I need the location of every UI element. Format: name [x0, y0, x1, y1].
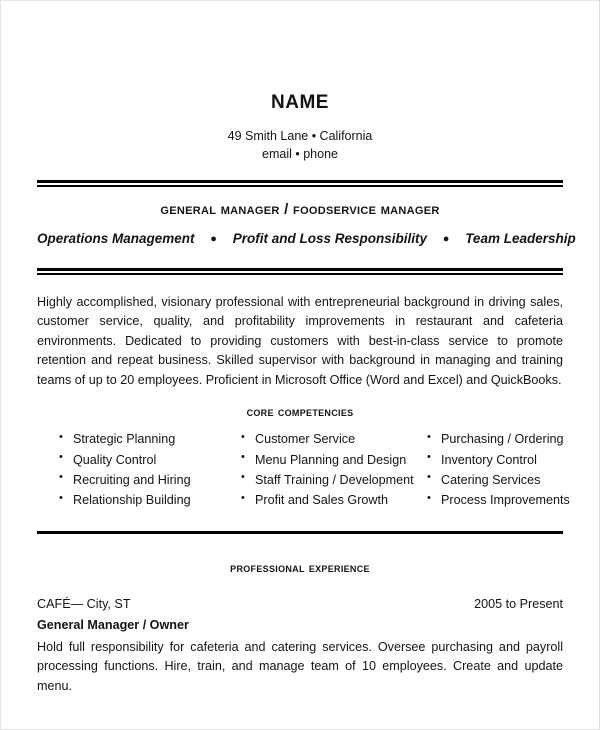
experience-divider-wrap [37, 513, 563, 534]
bullet-separator-icon: ● [210, 233, 217, 246]
competency-column-1 [59, 429, 241, 511]
specialty-3: Team Leadership [465, 230, 576, 246]
list-item: • Catering Services [427, 470, 570, 490]
list-item: • Process Improvements [427, 490, 570, 510]
core-competencies-heading: core competencies [246, 404, 354, 420]
job-position-title: General Manager / Owner [37, 617, 189, 632]
resume-content [1, 1, 599, 696]
specialties-divider [37, 268, 563, 275]
list-item: • Staff Training / Development [241, 470, 427, 490]
list-item: • Customer Service [241, 429, 427, 449]
target-job-title: general manager / foodservice manager [160, 200, 440, 218]
employment-dates: 2005 to Present [474, 596, 563, 611]
specialties-line [37, 218, 576, 252]
bullet-separator-icon: ● [442, 233, 450, 246]
list-item: • Recruiting and Hiring [59, 470, 241, 490]
core-competencies-list [37, 419, 570, 513]
professional-experience-heading: professional experience [230, 559, 370, 575]
list-item: • Quality Control [59, 450, 241, 470]
experience-entry [37, 575, 563, 696]
competency-column-3 [427, 429, 570, 511]
list-item: • Profit and Sales Growth [241, 490, 427, 510]
candidate-name: name [271, 84, 329, 114]
contact-address-line: 49 Smith Lane • California [227, 129, 373, 144]
experience-entry-header [37, 595, 563, 614]
list-item: • Menu Planning and Design [241, 450, 427, 470]
specialty-2: Profit and Loss Responsibility [232, 230, 427, 246]
job-description: Hold full responsibility for cafeteria and catering services. Oversee purchasing and payroll processing functions. Hire, train, and manage team of 10 employees. Create and update menu. [37, 639, 563, 693]
list-item: • Inventory Control [427, 450, 570, 470]
header-divider [37, 180, 563, 187]
competency-column-2 [241, 429, 427, 511]
employer-name: CAFÉ— City, ST [37, 596, 131, 611]
list-item: • Relationship Building [59, 490, 241, 510]
professional-summary: Highly accomplished, visionary professional with entrepreneurial background in driving sales, customer service, quality, and profitability improvements in restaurant and cafeteria environments. Dedicated to providing customers with best-in-class service to promote retention and repeat business. Skilled supervisor with background in managing and training teams of up to 20 employees. Proficient in Microsoft Office (Word and Excel) and QuickBooks. [37, 294, 563, 387]
list-item: • Purchasing / Ordering [427, 429, 570, 449]
list-item: • Strategic Planning [59, 429, 241, 449]
specialty-1: Operations Management [37, 230, 195, 246]
contact-email-phone-line: email • phone [262, 147, 338, 162]
